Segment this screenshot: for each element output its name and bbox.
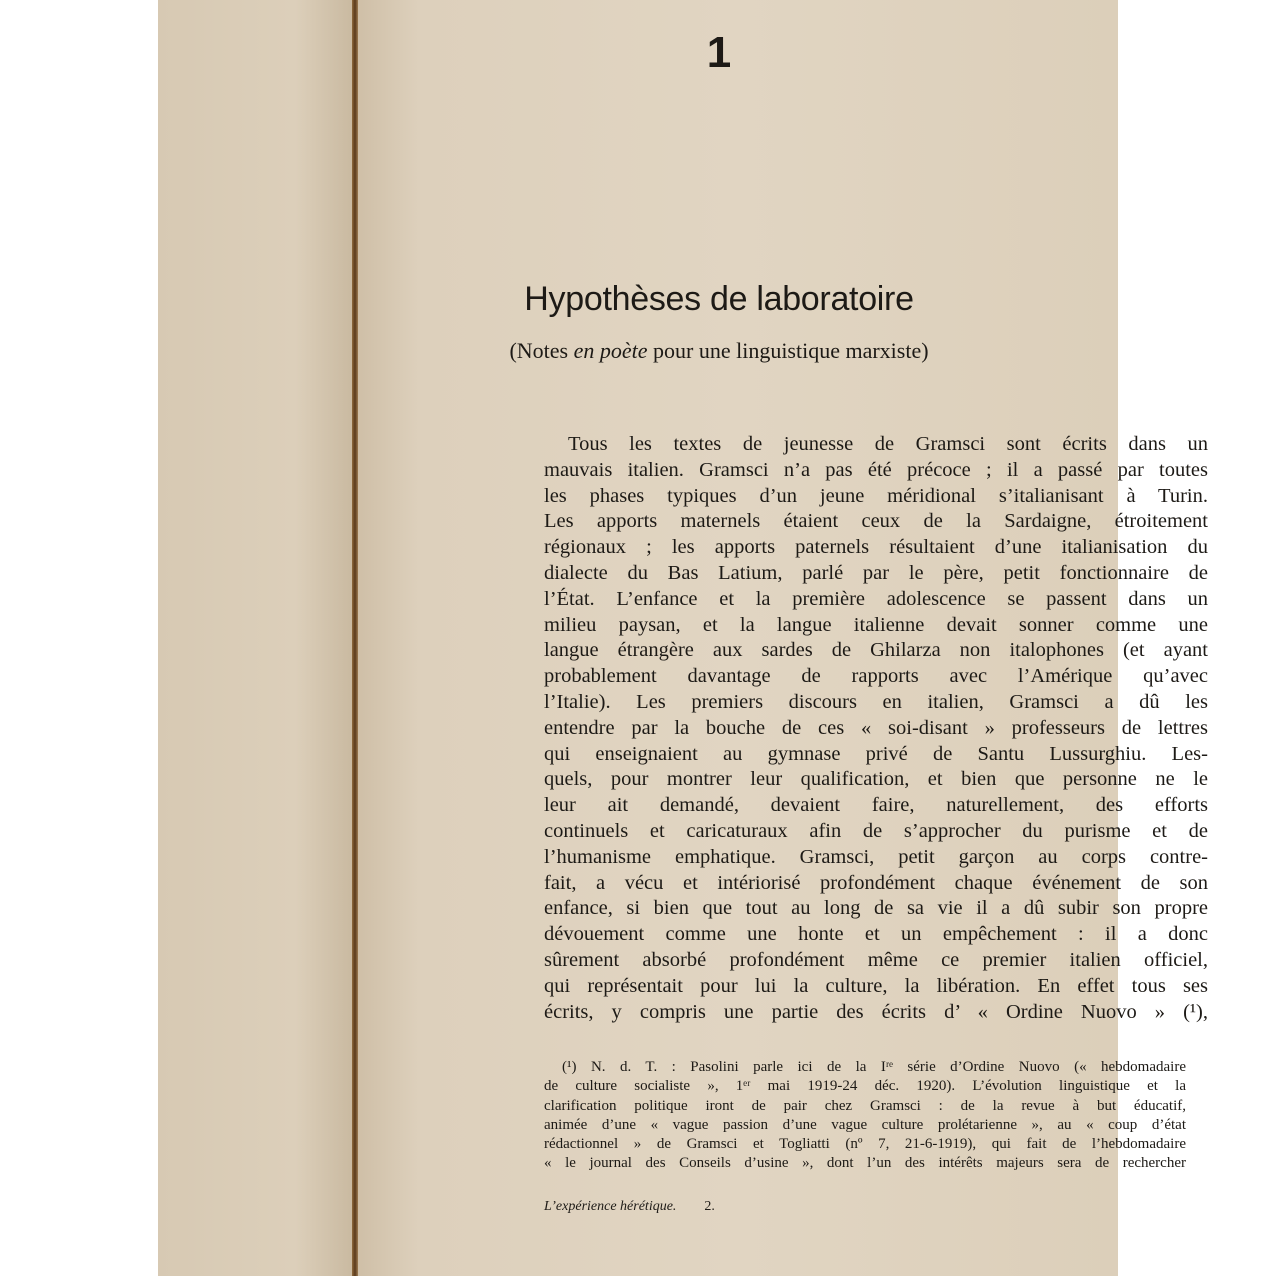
body-line: qui représentait pour lui la culture, la libération. En effet tous ses (544, 974, 1208, 997)
body-line: dialecte du Bas Latium, parlé par le père, petit fonctionnaire de (544, 561, 1208, 584)
body-line: entendre par la bouche de ces « soi-disant » professeurs de lettres (544, 716, 1208, 739)
body-line: quels, pour montrer leur qualification, et bien que personne ne le (544, 768, 1208, 791)
footnote-line: clarification politique iront de pair chez Gramsci : de la revue à but éducatif, (544, 1097, 1186, 1114)
body-line: Tous les textes de jeunesse de Gramsci sont écrits dans un (568, 433, 1208, 455)
body-line: enfance, si bien que tout au long de sa vie il a dû subir son propre (544, 897, 1208, 920)
body-line: dévouement comme une honte et un empêchement : il a donc (544, 923, 1208, 946)
chapter-title: Hypothèses de laboratoire (524, 280, 914, 318)
subtitle-after: pour une linguistique marxiste) (653, 338, 929, 363)
left-page (158, 0, 354, 1276)
footnote-line: rédactionnel » de Gramsci et Togliatti (nº 7, 21-6-1919), qui fait de l’hebdomadaire (544, 1136, 1186, 1153)
body-line: l’Italie). Les premiers discours en italien, Gramsci a dû les (544, 690, 1208, 713)
body-line: l’humanisme emphatique. Gramsci, petit garçon au corps contre- (544, 845, 1208, 868)
body-line: écrits, y compris une partie des écrits d’ « Ordine Nuovo » (¹), (544, 1000, 1208, 1023)
body-line: milieu paysan, et la langue italienne devait sonner comme une (544, 613, 1208, 636)
subtitle-italic: en poète (573, 338, 648, 363)
body-line: probablement davantage de rapports avec l’Amérique qu’avec (544, 665, 1208, 688)
footnote-line: de culture socialiste », 1ᵉʳ mai 1919-24 déc. 1920). L’évolution linguistique et la (544, 1078, 1186, 1095)
page-footer (544, 1199, 715, 1215)
chapter-number: 1 (706, 28, 732, 77)
footer-signature: 2. (704, 1199, 715, 1214)
footnote-line: (¹) N. d. T. : Pasolini parle ici de la Iʳᵉ série d’Ordine Nuovo (« hebdomadaire (562, 1059, 1186, 1075)
body-line: fait, a vécu et intériorisé profondément chaque événement de son (544, 871, 1208, 894)
body-text (544, 432, 1208, 1025)
body-line: régionaux ; les apports paternels résultaient d’une italianisation du (544, 536, 1208, 559)
footer-book-title: L’expérience hérétique. (544, 1199, 677, 1214)
body-line: mauvais italien. Gramsci n’a pas été précoce ; il a passé par toutes (544, 458, 1208, 481)
footnote (544, 1058, 1186, 1174)
subtitle-before: (Notes (509, 338, 569, 363)
footnote-line: animée d’une « vague passion d’une vague culture prolétarienne », au « coup d’état (544, 1116, 1186, 1133)
book-photo (158, 0, 1208, 1276)
footnote-line: « le journal des Conseils d’usine », dont l’un des intérêts majeurs sera de rechercher (544, 1155, 1186, 1172)
body-line: les phases typiques d’un jeune méridional s’italianisant à Turin. (544, 484, 1208, 507)
right-page (358, 0, 1208, 1276)
body-line: langue étrangère aux sardes de Ghilarza non italophones (et ayant (544, 639, 1208, 662)
body-line: continuels et caricaturaux afin de s’approcher du purisme et de (544, 819, 1208, 842)
chapter-subtitle (358, 338, 1080, 364)
body-line: sûrement absorbé profondément même ce premier italien officiel, (544, 948, 1208, 971)
body-line: Les apports maternels étaient ceux de la Sardaigne, étroitement (544, 510, 1208, 533)
body-line: qui enseignaient au gymnase privé de Santu Lussurghiu. Les- (544, 742, 1208, 765)
body-line: leur ait demandé, devaient faire, naturellement, des efforts (544, 794, 1208, 817)
body-line: l’État. L’enfance et la première adolescence se passent dans un (544, 587, 1208, 610)
